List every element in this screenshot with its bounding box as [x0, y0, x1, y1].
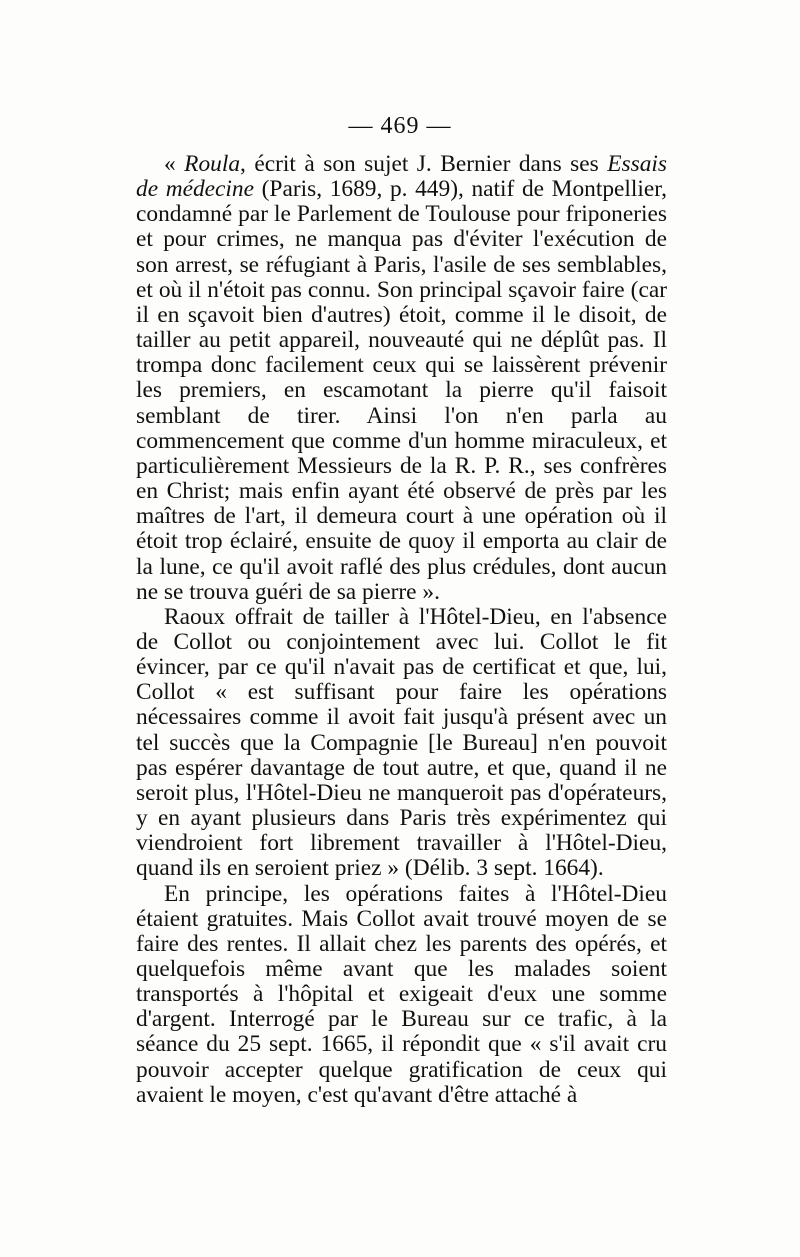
text-segment: Raoux offrait de tailler à l'Hôtel-Dieu, en l'absence de Collot ou conjointement avec lui. Collot le fit évincer, par ce qu'il n'avait pas de certificat et que, lui, Collot « est suffisant pour faire les opérations nécessaires comme il avoit fait jusqu'à présent avec un tel succès que la Compagnie [le Bureau] n'en pouvoit pas espérer davantage de tout autre, et que, quand il ne seroit plus, l'Hôtel-Dieu ne manqueroit pas d'opérateurs, y en ayant plusieurs dans Paris très expérimentez qui viendroient fort librement travailler à l'Hôtel-Dieu, quand ils en seroient priez » (Délib. 3 sept. 1664). [136, 603, 667, 882]
text-segment: (Paris, 1689, p. 449), natif de Montpellier, condamné par le Parlement de Toulouse pour friponeries et pour crimes, ne manqua pas d'éviter l'exécution de son arrest, se réfugiant à Paris, l'asile de ses semblables, et où il n'étoit pas connu. Son principal sçavoir faire (car il en sçavoit bien d'autres) étoit, comme il le disoit, de tailler au petit appareil, nouveauté qui ne déplût pas. Il trompa donc facilement ceux qui se laissèrent prévenir les premiers, en escamotant la pierre qu'il faisoit semblant de tirer. Ainsi l'on n'en parla au commencement que comme d'un homme miraculeux, et particulièrement Messieurs de la R. P. R., ses confrères en Christ; mais enfin ayant été observé de près par les maîtres de l'art, il demeura court à une opération où il étoit trop éclairé, ensuite de quoy il emporta au clair de la lune, ce qu'il avoit raflé des plus crédules, dont aucun ne se trouva guéri de sa pierre ». [136, 176, 668, 605]
body-text [136, 152, 667, 1108]
page-number: — 469 — [348, 113, 452, 139]
italic-book-title: Essais de médecine [136, 151, 668, 203]
paragraph-roula-quote [136, 152, 667, 605]
italic-name-roula: Roula [184, 151, 241, 177]
paragraph-raoux [136, 605, 667, 882]
text-segment: En principe, les opérations faites à l'Hôtel-Dieu étaient gratuites. Mais Collot avait trouvé moyen de se faire des rentes. Il allait chez les parents des opérés, et quelquefois même avant que les malades soient transportés à l'hôpital et exigeait d'eux une somme d'argent. Interrogé par le Bureau sur ce trafic, à la séance du 25 sept. 1665, il répondit que « s'il avait cru pouvoir accepter quelque gratification de ceux qui avaient le moyen, c'est qu'avant d'être attaché à [136, 880, 667, 1108]
paragraph-principe [136, 882, 667, 1108]
text-segment: , écrit à son sujet J. Bernier dans ses [240, 151, 608, 177]
text-segment: « [164, 151, 185, 177]
